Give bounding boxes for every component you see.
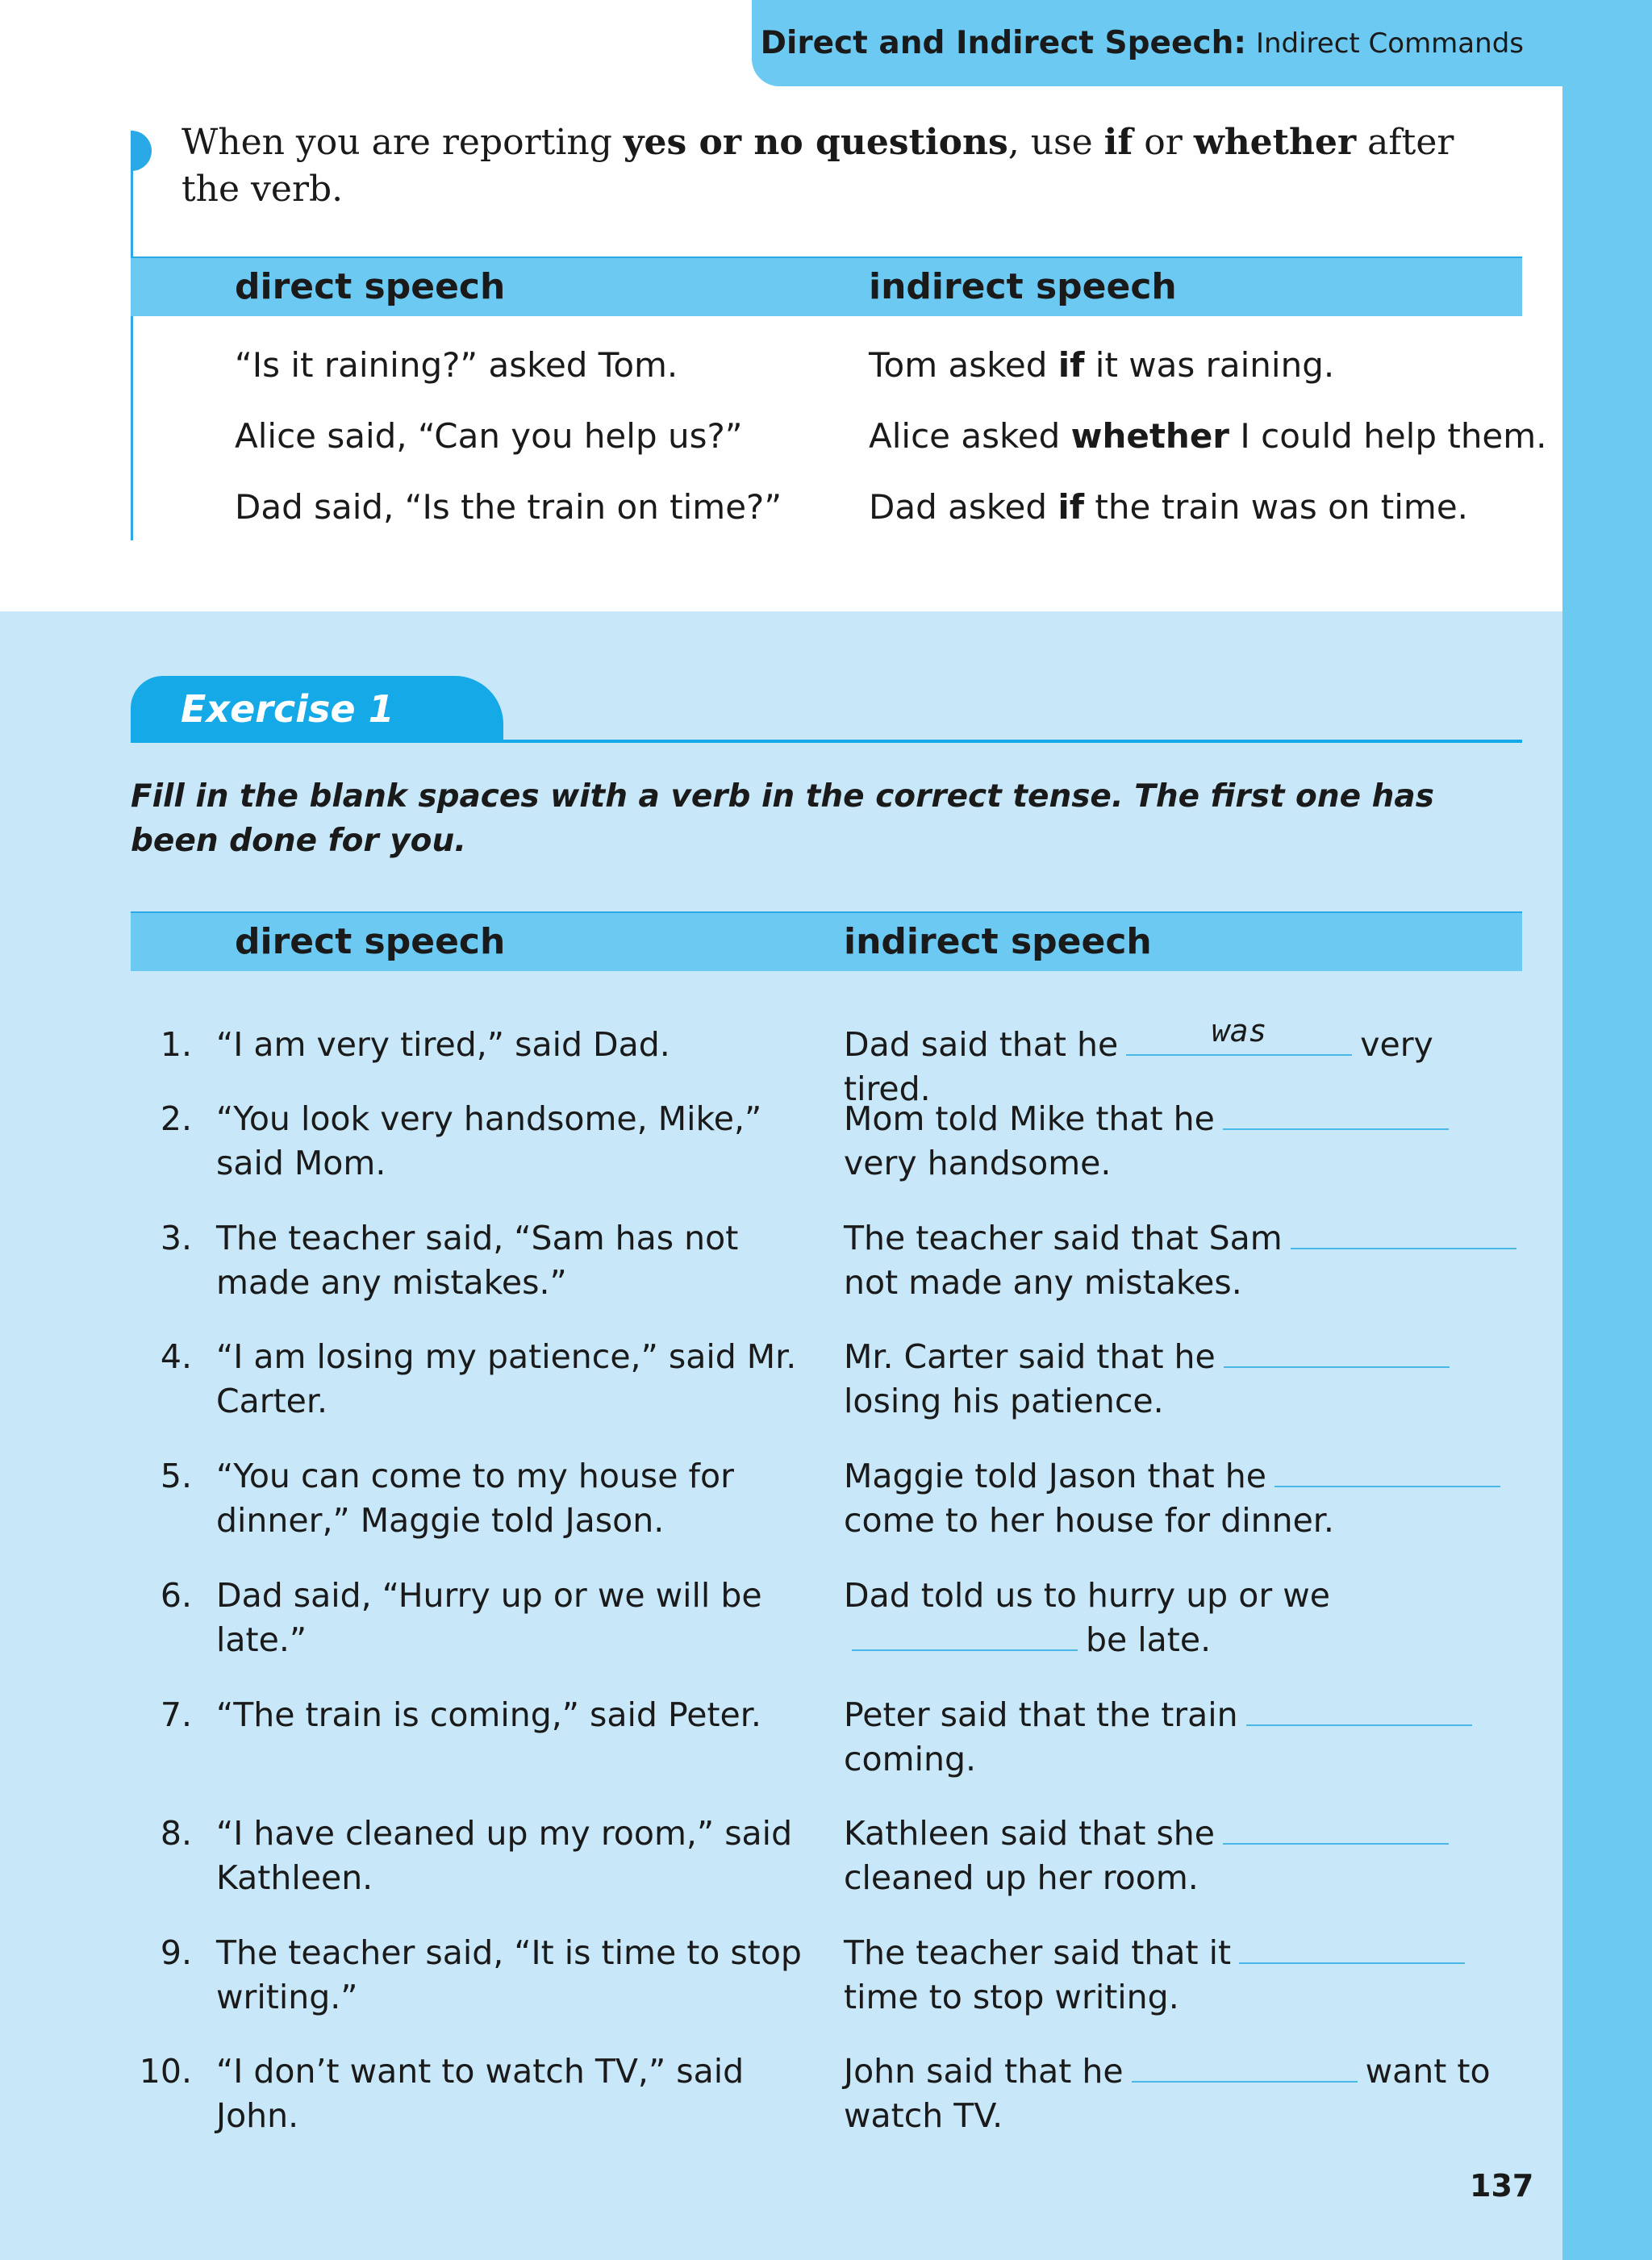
example-text: I could help them.: [1229, 416, 1547, 456]
question-direct-speech: “The train is coming,” said Peter.: [216, 1695, 761, 1734]
example-direct: “Is it raining?” asked Tom.: [235, 345, 678, 385]
question-direct-speech: “You look very handsome, Mike,” said Mom.: [216, 1099, 762, 1182]
question-indirect-speech: [844, 1097, 1525, 1186]
answer-blank[interactable]: [1126, 1013, 1352, 1056]
example-text: Dad asked: [869, 487, 1058, 527]
question-indirect-speech: [844, 1931, 1525, 2020]
answer-text-before: Dad said that he: [844, 1025, 1119, 1064]
rule-text-part: When you are reporting: [181, 122, 624, 163]
question-indirect-speech: [844, 1216, 1525, 1305]
answer-text-before: John said that he: [844, 2052, 1124, 2091]
answer-text-after: very tired.: [844, 1025, 1433, 1108]
question-number: 8.: [160, 1814, 192, 1853]
exercise-divider: [131, 740, 1522, 743]
question-number: 7.: [160, 1695, 192, 1734]
example-keyword: whether: [1070, 416, 1230, 456]
question-direct-speech: “You can come to my house for dinner,” Maggie told Jason.: [216, 1457, 734, 1540]
question-number: 5.: [160, 1457, 192, 1495]
example-direct: Alice said, “Can you help us?”: [235, 416, 743, 456]
page-number: 137: [1470, 2168, 1534, 2204]
example-indirect: [869, 415, 1547, 458]
question-direct-speech: “I don’t want to watch TV,” said John.: [216, 2052, 745, 2135]
page-side-band: [1562, 0, 1652, 2260]
question-number: 10.: [139, 2052, 192, 2091]
grammar-rule-text: [181, 119, 1504, 213]
example-direct: Dad said, “Is the train on time?”: [235, 487, 782, 527]
chapter-title: Direct and Indirect Speech:: [760, 25, 1246, 61]
exercise-title: Exercise 1: [131, 676, 503, 742]
exercise-instructions: [131, 774, 1502, 863]
example-text: the train was on time.: [1084, 487, 1469, 527]
answer-text-after: not made any mistakes.: [844, 1263, 1242, 1302]
question-direct-speech: Dad said, “Hurry up or we will be late.”: [216, 1576, 762, 1659]
grammar-rule-bar: [131, 131, 133, 540]
answer-text-before: Kathleen said that she: [844, 1814, 1216, 1853]
answer-text-before: Mom told Mike that he: [844, 1099, 1215, 1138]
answer-text-before: The teacher said that Sam: [844, 1219, 1283, 1257]
answer-text-after: very handsome.: [844, 1144, 1112, 1182]
question-indirect-speech: [844, 1812, 1525, 1900]
answer-blank[interactable]: [1291, 1224, 1516, 1249]
exercise-col-direct: direct speech: [235, 921, 506, 962]
instruction-text: Fill in the blank spaces with a: [131, 778, 671, 815]
question-direct-speech: The teacher said, “Sam has not made any mistakes.”: [216, 1219, 739, 1302]
question-number: 3.: [160, 1219, 192, 1257]
question-direct-speech: “I am very tired,” said Dad.: [216, 1025, 670, 1064]
question-number: 2.: [160, 1099, 192, 1138]
question-indirect-speech: [844, 1335, 1525, 1424]
example-text: Tom asked: [869, 345, 1058, 385]
answer-text-before: Maggie told Jason that he: [844, 1457, 1266, 1495]
answer-blank[interactable]: [1246, 1700, 1472, 1726]
answer-text-after: cleaned up her room.: [844, 1858, 1199, 1897]
chapter-subtitle: Indirect Commands: [1255, 27, 1524, 60]
exercise-col-indirect: indirect speech: [844, 921, 1152, 962]
question-direct-speech: “I have cleaned up my room,” said Kathleen.: [216, 1814, 793, 1897]
example-text: Alice asked: [869, 416, 1071, 456]
example-indirect: [869, 486, 1468, 529]
rule-text-part: after the verb.: [181, 122, 1454, 210]
examples-col-indirect: indirect speech: [869, 266, 1177, 307]
answer-blank[interactable]: [1132, 2057, 1358, 2083]
answer-text-after: coming.: [844, 1740, 976, 1778]
answer-blank[interactable]: [1239, 1938, 1465, 1964]
rule-text-part: or: [1133, 122, 1194, 163]
answer-blank[interactable]: [1274, 1461, 1500, 1487]
answer-blank[interactable]: [1223, 1104, 1449, 1130]
question-indirect-speech: [844, 1454, 1525, 1543]
question-direct-speech: The teacher said, “It is time to stop writing.”: [216, 1933, 802, 2016]
answer-text-after: time to stop writing.: [844, 1978, 1179, 2016]
answer-filled-value: was: [1211, 1013, 1267, 1049]
example-keyword: if: [1058, 487, 1085, 527]
answer-blank[interactable]: [1224, 1342, 1450, 1368]
answer-blank[interactable]: [1223, 1819, 1449, 1845]
question-direct-speech: “I am losing my patience,” said Mr. Carter.: [216, 1337, 797, 1420]
answer-text-before: Dad told us to hurry up or we: [844, 1576, 1330, 1615]
question-indirect-speech: [844, 2049, 1525, 2138]
answer-blank[interactable]: [852, 1625, 1078, 1651]
rule-text-bold: yes or no questions: [623, 122, 1008, 163]
question-number: 1.: [160, 1025, 192, 1064]
answer-text-after: want to watch TV.: [844, 2052, 1491, 2135]
examples-col-direct: direct speech: [235, 266, 506, 307]
instruction-keyword: verb: [670, 778, 751, 815]
exercise-table-header: [131, 911, 1522, 971]
answer-text-after: be late.: [1086, 1620, 1212, 1659]
answer-text-after: come to her house for dinner.: [844, 1501, 1334, 1540]
example-text: it was raining.: [1084, 345, 1335, 385]
answer-text-before: The teacher said that it: [844, 1933, 1232, 1972]
example-keyword: if: [1058, 345, 1085, 385]
question-indirect-speech: [844, 1574, 1525, 1662]
rule-text-bold: whether: [1193, 122, 1357, 163]
example-indirect: [869, 344, 1334, 387]
rule-text-bold: if: [1103, 122, 1133, 163]
question-indirect-speech: [844, 1693, 1525, 1782]
question-number: 6.: [160, 1576, 192, 1615]
answer-text-after: losing his patience.: [844, 1382, 1164, 1420]
answer-text-before: Mr. Carter said that he: [844, 1337, 1216, 1376]
instruction-text: in the correct tense. The first one has been done for you.: [131, 778, 1434, 859]
rule-text-part: , use: [1007, 122, 1104, 163]
question-number: 9.: [160, 1933, 192, 1972]
examples-table-header: [131, 256, 1522, 316]
chapter-header: [752, 0, 1562, 86]
question-number: 4.: [160, 1337, 192, 1376]
answer-text-before: Peter said that the train: [844, 1695, 1238, 1734]
